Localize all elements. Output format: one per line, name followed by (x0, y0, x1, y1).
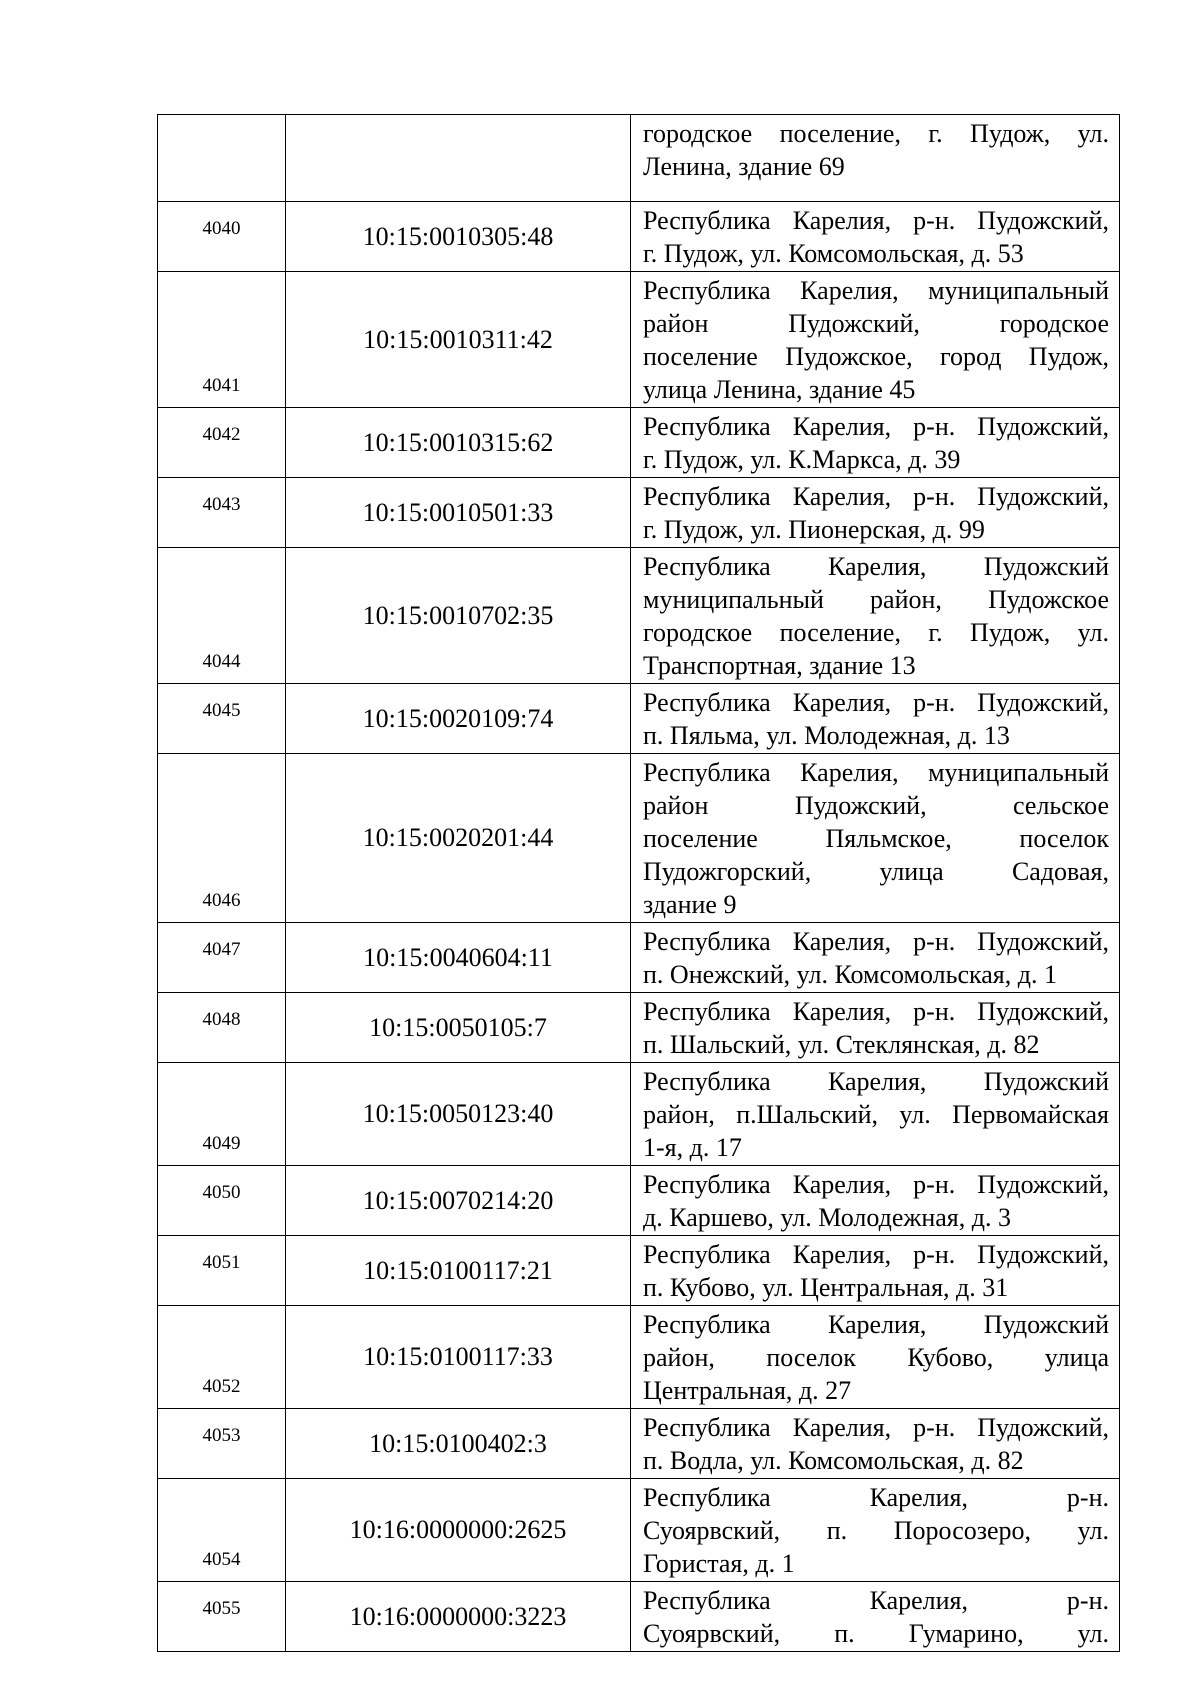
row-number-cell: 4054 (158, 1479, 286, 1582)
address-line: Республика Карелия, р-н. Пудожский, (643, 1240, 1109, 1269)
cadastral-number-cell: 10:15:0040604:11 (286, 923, 631, 993)
cadastral-number-cell (286, 115, 631, 202)
address-line: Республика Карелия, р-н. Пудожский, (643, 997, 1109, 1026)
address-cell (631, 684, 1120, 754)
address-line: Суоярвский, п. Гумарино, ул. (643, 1619, 1109, 1648)
cadastral-number-cell: 10:15:0100117:33 (286, 1306, 631, 1409)
cadastral-number-cell: 10:15:0010305:48 (286, 202, 631, 272)
address-line: Суоярвский, п. Поросозеро, ул. (643, 1516, 1109, 1545)
row-number-cell: 4053 (158, 1409, 286, 1479)
address-line: район Пудожский, сельское (643, 791, 1109, 820)
row-number-cell: 4044 (158, 548, 286, 684)
table-row (158, 408, 1120, 478)
address-line: Республика Карелия, р-н. (643, 1586, 1109, 1615)
cadastral-number-cell: 10:15:0100117:21 (286, 1236, 631, 1306)
address-line: здание 9 (643, 890, 737, 919)
row-number-cell: 4051 (158, 1236, 286, 1306)
row-number-cell: 4049 (158, 1063, 286, 1166)
address-cell (631, 1306, 1120, 1409)
cadastral-number-cell: 10:15:0010702:35 (286, 548, 631, 684)
cadastral-number-cell: 10:15:0010315:62 (286, 408, 631, 478)
address-line: Транспортная, здание 13 (643, 651, 916, 680)
address-line: Центральная, д. 27 (643, 1376, 852, 1405)
row-number-cell: 4047 (158, 923, 286, 993)
table-row (158, 1306, 1120, 1409)
address-cell (631, 272, 1120, 408)
address-line: п. Шальский, ул. Стеклянская, д. 82 (643, 1030, 1040, 1059)
table-row (158, 993, 1120, 1063)
address-line: п. Пяльма, ул. Молодежная, д. 13 (643, 721, 1010, 750)
table-body (158, 115, 1120, 1652)
cadastral-number-cell: 10:16:0000000:3223 (286, 1582, 631, 1652)
cadastral-number-cell: 10:15:0020201:44 (286, 754, 631, 923)
table-row (158, 272, 1120, 408)
table-row (158, 1582, 1120, 1652)
table-row (158, 478, 1120, 548)
address-cell (631, 1479, 1120, 1582)
address-line: Ленина, здание 69 (643, 152, 845, 181)
table-row (158, 754, 1120, 923)
address-line: Республика Карелия, р-н. (643, 1483, 1109, 1512)
row-number-cell: 4042 (158, 408, 286, 478)
cadastral-number-cell: 10:15:0050105:7 (286, 993, 631, 1063)
address-cell (631, 1063, 1120, 1166)
table-row (158, 548, 1120, 684)
table-row (158, 115, 1120, 202)
address-line: г. Пудож, ул. Комсомольская, д. 53 (643, 239, 1024, 268)
address-cell (631, 202, 1120, 272)
address-line: Республика Карелия, р-н. Пудожский, (643, 1413, 1109, 1442)
row-number-cell: 4041 (158, 272, 286, 408)
address-cell (631, 478, 1120, 548)
address-cell (631, 115, 1120, 202)
address-cell (631, 923, 1120, 993)
cadastral-number-cell: 10:15:0010311:42 (286, 272, 631, 408)
address-line: Республика Карелия, р-н. Пудожский, (643, 1170, 1109, 1199)
property-table (157, 114, 1120, 1652)
address-line: Республика Карелия, р-н. Пудожский, (643, 927, 1109, 956)
address-line: Республика Карелия, муниципальный (643, 758, 1109, 787)
address-line: поселение Пудожское, город Пудож, (643, 342, 1109, 371)
address-line: район, поселок Кубово, улица (643, 1343, 1109, 1372)
row-number-cell: 4043 (158, 478, 286, 548)
address-line: г. Пудож, ул. Пионерская, д. 99 (643, 515, 985, 544)
table-row (158, 1236, 1120, 1306)
address-cell (631, 993, 1120, 1063)
address-cell (631, 1409, 1120, 1479)
address-line: Республика Карелия, р-н. Пудожский, (643, 482, 1109, 511)
address-line: п. Водла, ул. Комсомольская, д. 82 (643, 1446, 1024, 1475)
cadastral-number-cell: 10:15:0050123:40 (286, 1063, 631, 1166)
address-line: Республика Карелия, Пудожский (643, 1067, 1109, 1096)
row-number-cell: 4046 (158, 754, 286, 923)
address-cell (631, 1582, 1120, 1652)
address-cell (631, 548, 1120, 684)
address-line: Республика Карелия, Пудожский (643, 552, 1109, 581)
row-number-cell: 4052 (158, 1306, 286, 1409)
address-line: городское поселение, г. Пудож, ул. (643, 119, 1109, 148)
address-line: улица Ленина, здание 45 (643, 375, 916, 404)
row-number-cell (158, 115, 286, 202)
row-number-cell: 4050 (158, 1166, 286, 1236)
address-line: Республика Карелия, р-н. Пудожский, (643, 206, 1109, 235)
table-row (158, 1166, 1120, 1236)
row-number-cell: 4040 (158, 202, 286, 272)
address-line: Республика Карелия, Пудожский (643, 1310, 1109, 1339)
row-number-cell: 4055 (158, 1582, 286, 1652)
address-line: п. Онежский, ул. Комсомольская, д. 1 (643, 960, 1057, 989)
address-line: муниципальный район, Пудожское (643, 585, 1109, 614)
row-number-cell: 4048 (158, 993, 286, 1063)
address-cell (631, 408, 1120, 478)
address-line: район, п.Шальский, ул. Первомайская (643, 1100, 1109, 1129)
table-row (158, 1409, 1120, 1479)
address-line: Республика Карелия, р-н. Пудожский, (643, 688, 1109, 717)
address-line: д. Каршево, ул. Молодежная, д. 3 (643, 1203, 1011, 1232)
cadastral-number-cell: 10:15:0070214:20 (286, 1166, 631, 1236)
table-row (158, 923, 1120, 993)
address-line: Республика Карелия, муниципальный (643, 276, 1109, 305)
cadastral-number-cell: 10:16:0000000:2625 (286, 1479, 631, 1582)
table-row (158, 1479, 1120, 1582)
address-cell (631, 1236, 1120, 1306)
row-number-cell: 4045 (158, 684, 286, 754)
address-line: городское поселение, г. Пудож, ул. (643, 618, 1109, 647)
cadastral-number-cell: 10:15:0010501:33 (286, 478, 631, 548)
table-row (158, 684, 1120, 754)
address-line: поселение Пяльмское, поселок (643, 824, 1109, 853)
cadastral-number-cell: 10:15:0100402:3 (286, 1409, 631, 1479)
address-line: г. Пудож, ул. К.Маркса, д. 39 (643, 445, 961, 474)
address-line: район Пудожский, городское (643, 309, 1109, 338)
address-line: п. Кубово, ул. Центральная, д. 31 (643, 1273, 1009, 1302)
address-line: Гористая, д. 1 (643, 1549, 795, 1578)
table-row (158, 1063, 1120, 1166)
address-cell (631, 1166, 1120, 1236)
address-line: Республика Карелия, р-н. Пудожский, (643, 412, 1109, 441)
cadastral-number-cell: 10:15:0020109:74 (286, 684, 631, 754)
table-row (158, 202, 1120, 272)
address-line: Пудожгорский, улица Садовая, (643, 857, 1109, 886)
address-cell (631, 754, 1120, 923)
address-line: 1-я, д. 17 (643, 1133, 742, 1162)
